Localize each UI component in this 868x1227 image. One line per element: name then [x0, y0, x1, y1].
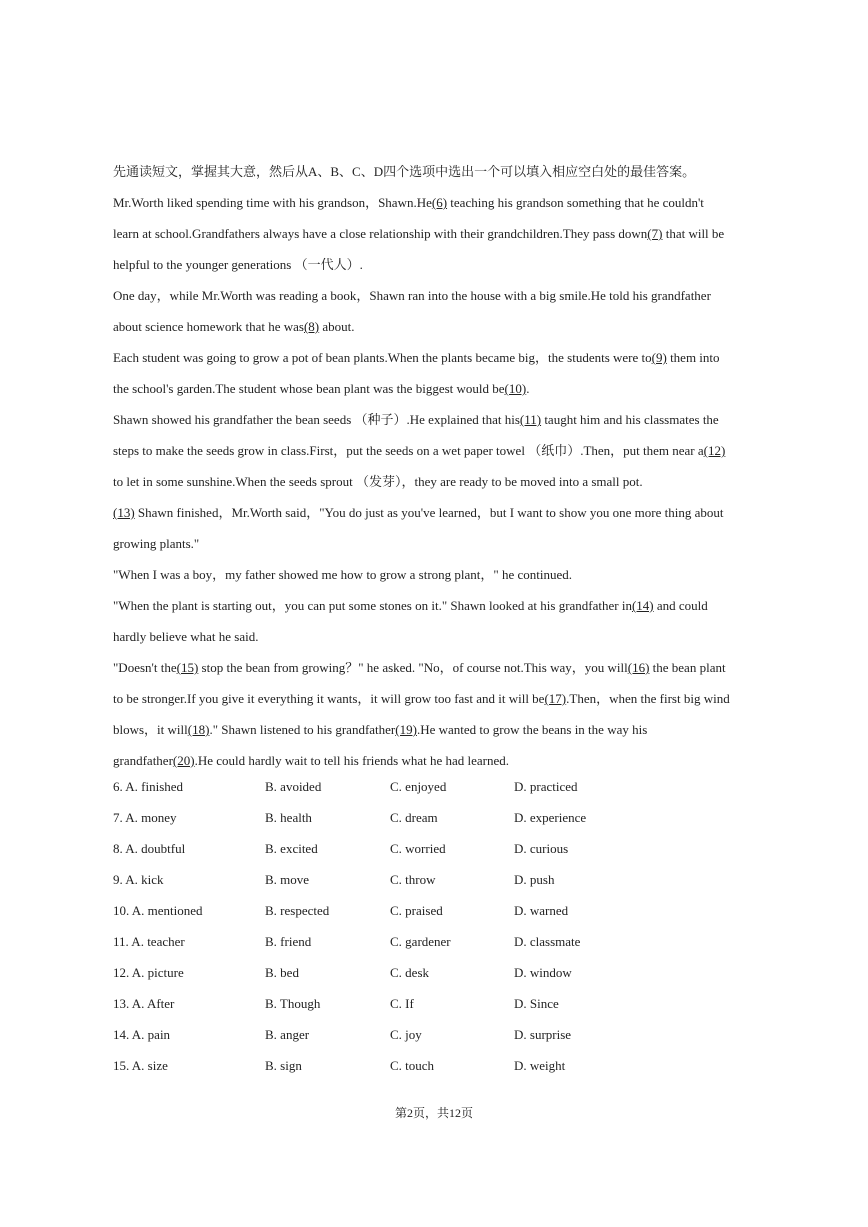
passage-text: Each student was going to grow a pot of bean plants.When the plants became big，the students were to [113, 350, 652, 365]
blank-marker: (9) [651, 350, 667, 365]
option-label: C. enjoyed [390, 779, 447, 794]
option-label: B. Though [265, 996, 321, 1011]
option-label: C. throw [390, 872, 436, 887]
passage-text: and could [653, 598, 708, 613]
question-row [113, 1050, 761, 1081]
passage-text: Shawn showed his grandfather the bean seeds （种子）.He explained that his [113, 412, 520, 427]
passage-text: Shawn finished，Mr.Worth said，"You do just as you've learned，but I want to show you one more thing about [134, 505, 724, 520]
option-label: 11. A. teacher [113, 934, 185, 949]
option-label: D. window [514, 965, 572, 980]
passage-line [113, 342, 761, 373]
passage-line [113, 497, 761, 528]
passage-line [113, 621, 761, 652]
question-row [113, 833, 761, 864]
option-label: C. dream [390, 810, 438, 825]
question-row [113, 988, 761, 1019]
answer-choices [113, 771, 761, 1081]
option-label: 8. A. doubtful [113, 841, 186, 856]
option-label: C. worried [390, 841, 446, 856]
option-label: D. push [514, 872, 555, 887]
option-label: D. warned [514, 903, 569, 918]
option-label: B. health [265, 810, 312, 825]
instruction-text: 先通读短文，掌握其大意，然后从A、B、C、D四个选项中选出一个可以填入相应空白处的最佳答案。 [113, 164, 696, 179]
passage-text: that will be [662, 226, 725, 241]
question-row [113, 802, 761, 833]
blank-marker: (16) [627, 660, 650, 675]
passage-text: them into [666, 350, 720, 365]
passage-text: about. [319, 319, 355, 334]
question-row [113, 895, 761, 926]
option-label: D. Since [514, 996, 559, 1011]
option-label: 13. A. After [113, 996, 175, 1011]
blank-marker: (7) [647, 226, 663, 241]
passage-text: teaching his grandson something that he couldn't [447, 195, 704, 210]
passage-line [113, 559, 761, 590]
question-row [113, 1019, 761, 1050]
blank-marker: (20) [172, 753, 195, 768]
blank-marker: (12) [703, 443, 726, 458]
blank-marker: (8) [303, 319, 320, 334]
option-label: D. experience [514, 810, 587, 825]
passage-text: growing plants." [113, 536, 200, 551]
option-label: 7. A. money [113, 810, 177, 825]
passage-text: "Doesn't the [113, 660, 177, 675]
option-label: B. move [265, 872, 310, 887]
option-label: 10. A. mentioned [113, 903, 203, 918]
passage-line [113, 311, 761, 342]
passage-line [113, 373, 761, 404]
passage-text: One day，while Mr.Worth was reading a book，Shawn ran into the house with a big smile.He told his grandfather [113, 288, 711, 303]
passage-text: stop the bean from growing？" he asked. "No，of course not.This way，you will [198, 660, 628, 675]
option-label: C. If [390, 996, 414, 1011]
passage-text: blows，it will [113, 722, 188, 737]
passage-text: to let in some sunshine.When the seeds sprout （发芽），they are ready to be moved into a small pot. [113, 474, 643, 489]
option-label: C. praised [390, 903, 443, 918]
blank-marker: (13) [113, 505, 135, 520]
passage-text: the bean plant [649, 660, 726, 675]
passage-line [113, 652, 761, 683]
blank-marker: (14) [631, 598, 654, 613]
passage-lines [113, 187, 761, 776]
passage-line [113, 435, 761, 466]
option-label: B. friend [265, 934, 312, 949]
question-row [113, 771, 761, 802]
blank-marker: (19) [395, 722, 417, 737]
page-footer: 第2页，共12页 [394, 1106, 473, 1120]
option-label: D. curious [514, 841, 569, 856]
question-row [113, 957, 761, 988]
option-label: 12. A. picture [113, 965, 184, 980]
passage-text: about science homework that he was [113, 319, 304, 334]
passage-line [113, 187, 761, 218]
option-label: C. desk [390, 965, 429, 980]
passage-line [113, 218, 761, 249]
option-label: 9. A. kick [113, 872, 164, 887]
option-label: B. sign [265, 1058, 302, 1073]
passage-text: .He could hardly wait to tell his friends what he had learned. [194, 753, 510, 768]
passage-line [113, 683, 761, 714]
blank-marker: (15) [176, 660, 199, 675]
passage-text: .He wanted to grow the beans in the way his [416, 722, 648, 737]
option-label: B. anger [265, 1027, 310, 1042]
option-label: 15. A. size [113, 1058, 168, 1073]
passage-line [113, 466, 761, 497]
question-row [113, 864, 761, 895]
passage-text: "When I was a boy，my father showed me how to grow a strong plant，" he continued. [113, 567, 573, 582]
passage-text: hardly believe what he said. [113, 629, 259, 644]
passage-line [113, 280, 761, 311]
passage-text: .Then，when the first big wind [566, 691, 730, 706]
option-label: B. respected [265, 903, 330, 918]
passage-text: learn at school.Grandfathers always have a close relationship with their grandchildren.They pass down [113, 226, 648, 241]
blank-marker: (18) [187, 722, 210, 737]
option-label: D. surprise [514, 1027, 572, 1042]
passage-text: steps to make the seeds grow in class.First，put the seeds on a wet paper towel （纸巾）.Then，put them near a [113, 443, 704, 458]
option-label: D. weight [514, 1058, 566, 1073]
option-label: C. joy [390, 1027, 422, 1042]
option-label: D. practiced [514, 779, 578, 794]
blank-marker: (10) [504, 381, 527, 396]
passage-text: ." Shawn listened to his grandfather [209, 722, 396, 737]
question-row [113, 926, 761, 957]
option-label: B. excited [265, 841, 318, 856]
passage [113, 156, 761, 776]
passage-line [113, 714, 761, 745]
blank-marker: (17) [544, 691, 567, 706]
option-label: 6. A. finished [113, 779, 184, 794]
passage-line [113, 528, 761, 559]
passage-text: Mr.Worth liked spending time with his grandson，Shawn.He [113, 195, 432, 210]
passage-text: the school's garden.The student whose bean plant was the biggest would be [113, 381, 505, 396]
blank-marker: (6) [431, 195, 448, 210]
blank-marker: (11) [519, 412, 542, 427]
passage-text: . [526, 381, 530, 396]
option-label: D. classmate [514, 934, 581, 949]
passage-text: to be stronger.If you give it everything it wants，it will grow too fast and it will be [113, 691, 545, 706]
passage-line [113, 590, 761, 621]
passage-text: "When the plant is starting out，you can put some stones on it." Shawn looked at his grandfather in [113, 598, 632, 613]
passage-line [113, 404, 761, 435]
option-label: C. gardener [390, 934, 451, 949]
option-label: 14. A. pain [113, 1027, 171, 1042]
passage-text: helpful to the younger generations （一代人）. [113, 257, 363, 272]
passage-text: taught him and his classmates the [541, 412, 719, 427]
option-label: B. avoided [265, 779, 322, 794]
option-label: C. touch [390, 1058, 435, 1073]
option-label: B. bed [265, 965, 299, 980]
passage-text: grandfather [113, 753, 173, 768]
passage-line [113, 249, 761, 280]
